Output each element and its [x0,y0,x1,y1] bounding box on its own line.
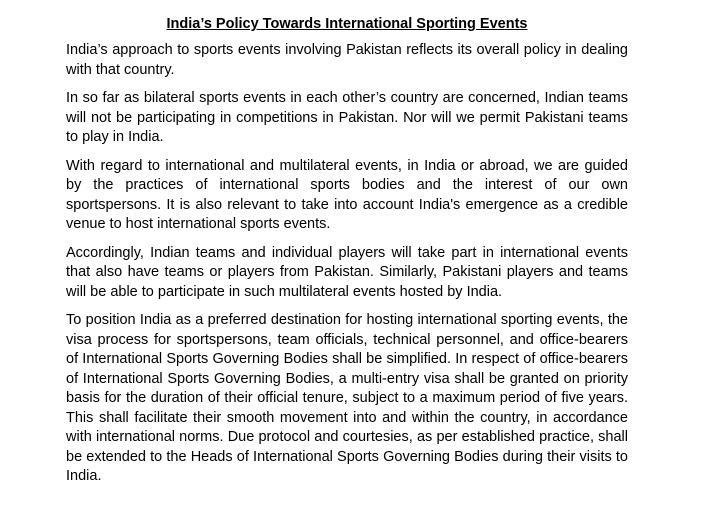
paragraph-participation: Accordingly, Indian teams and individual players will take part in international events that also have teams or players from Pakistan. Similarly, Pakistani players and teams will be able to participate in such multilateral events hosted by India. [66,244,628,300]
paragraph-bilateral-events: In so far as bilateral sports events in each other’s country are concerned, Indian teams will not be participating in competitions in Pakistan. Nor will we permit Pakistani teams to play in India. [66,90,628,145]
document-title: India’s Policy Towards International Sporting Events [166,16,528,32]
paragraph-multilateral-events: With regard to international and multilateral events, in India or abroad, we are guided by the practices of international sports bodies and the interest of our own sportspersons. It is also relevant to take into account India's emergence as a credible venue to host international sports events. [66,157,628,232]
paragraph-pakistan-approach: India’s approach to sports events involving Pakistan reflects its overall policy in dealing with that country. [66,42,628,78]
paragraph-visa-process: To position India as a preferred destination for hosting international sporting events, the visa process for sportspersons, team officials, technical personnel, and office-bearers of International Sports Governing Bodies shall be simplified. In respect of office-bearers of International Sports Governing Bodies, a multi-entry visa shall be granted on priority basis for the duration of their official tenure, subject to a maximum period of five years. This shall facilitate their smooth movement into and within the country, in accordance with international norms. Due protocol and courtesies, as per established practice, shall be extended to the Heads of International Sports Governing Bodies during their visits to India. [66,312,628,484]
document-page [66,14,628,496]
